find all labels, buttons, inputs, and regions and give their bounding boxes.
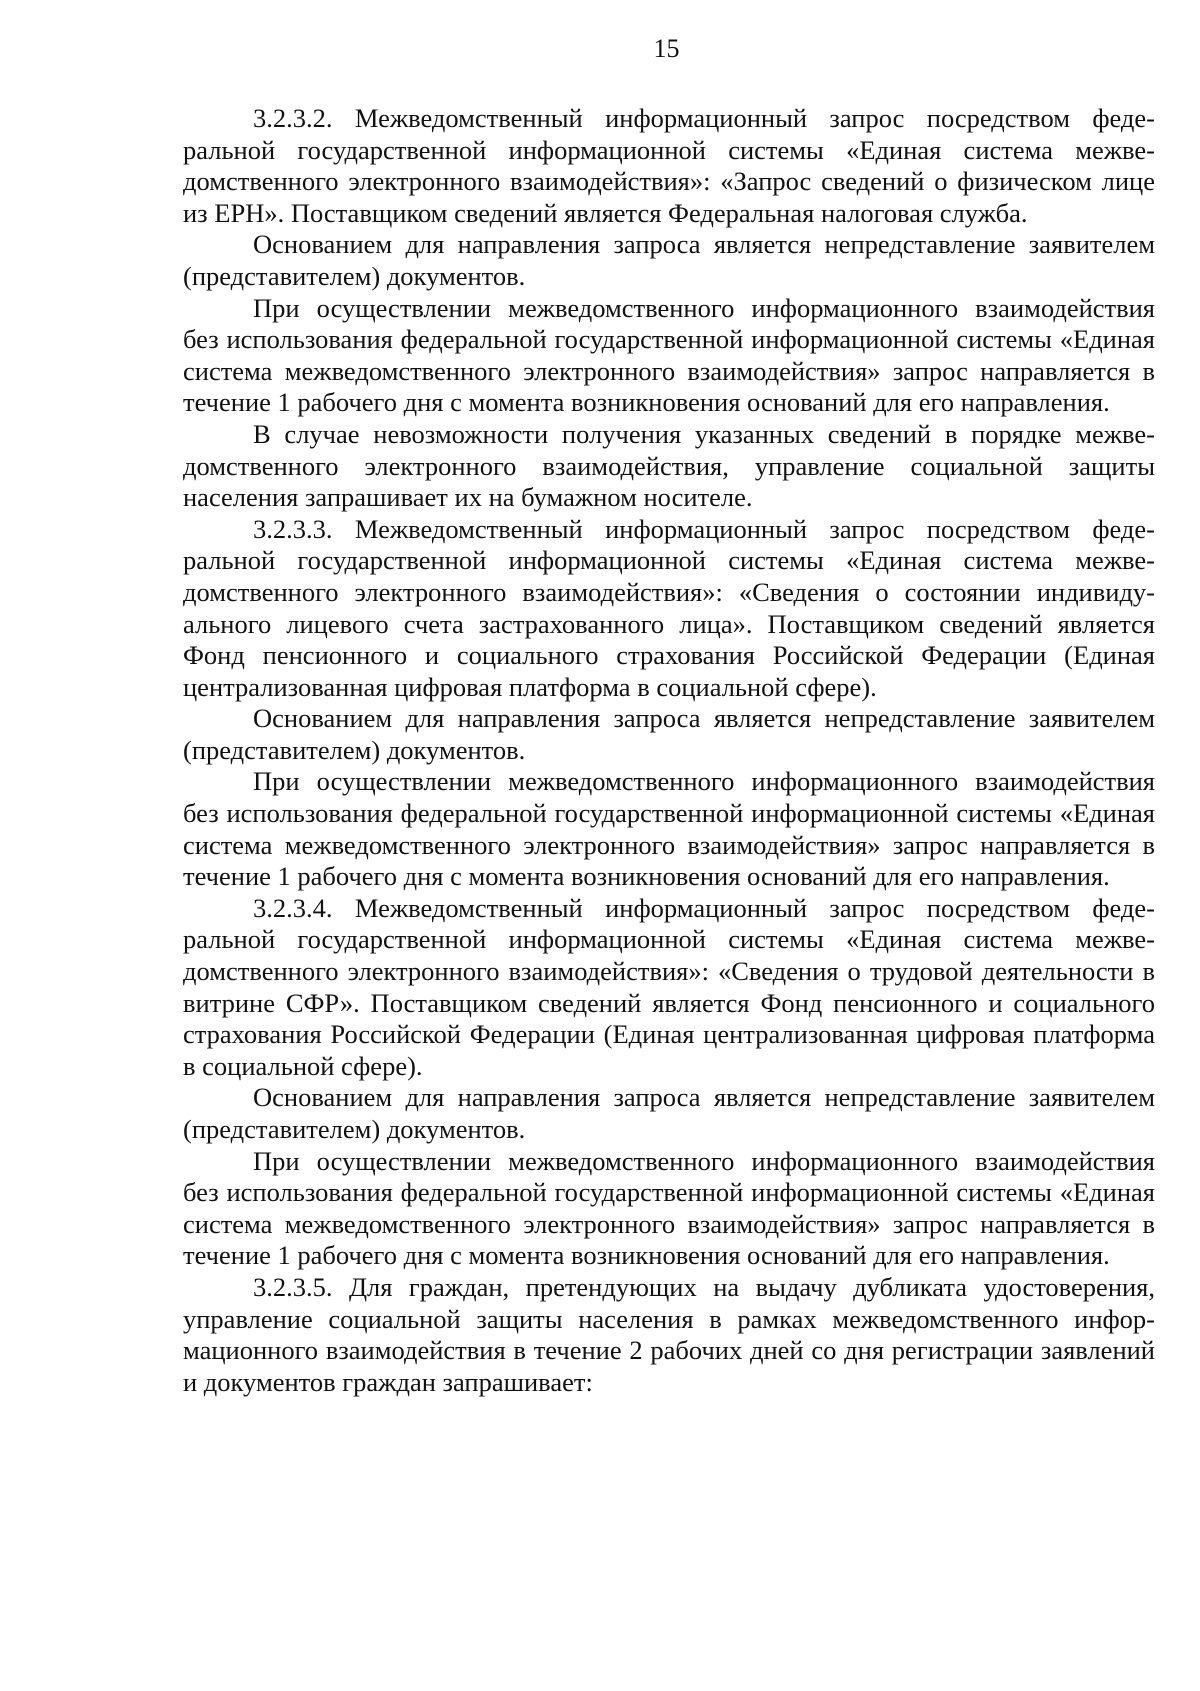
page-number: 15 — [653, 34, 680, 63]
paragraph-basis-1: Основанием для направления запроса является непредставление заявителем (представителем) документов. — [183, 229, 1155, 291]
paragraph-without-system-1: При осуществлении межведомственного информационного взаимодействия без использования федеральной государственной информационной системы «Единая система межведомственного электронного взаимодействия» запрос направляется в течение 1 рабочего дня с момента возникновения оснований для его направления. — [183, 292, 1155, 418]
paragraph-without-system-2: При осуществлении межведомственного информационного взаимодействия без использования федеральной государственной информационной системы «Единая система межведомственного электронного взаимодействия» запрос направляется в течение 1 рабочего дня с момента возникновения оснований для его направления. — [183, 766, 1155, 892]
document-body — [183, 103, 1155, 1398]
paragraph-basis-3: Основанием для направления запроса является непредставление заявителем (представителем) документов. — [183, 1082, 1155, 1144]
paragraph-3-2-3-3: 3.2.3.3. Межведомственный информационный запрос посредством федеральной государственной информационной системы «Единая система межведомственного электронного взаимодействия»: «Сведения о состоянии индивидуального лицевого счета застрахованного лица». Поставщиком сведений является Фонд пенсионного и социального страхования Российской Федерации (Единая централизованная цифровая платформа в социальной сфере). — [183, 513, 1155, 702]
paragraph-3-2-3-2: 3.2.3.2. Межведомственный информационный запрос посредством федеральной государственной информационной системы «Единая система межведомственного электронного взаимодействия»: «Запрос сведений о физическом лице из ЕРН». Поставщиком сведений является Федеральная налоговая служба. — [183, 103, 1155, 228]
paragraph-3-2-3-4: 3.2.3.4. Межведомственный информационный запрос посредством федеральной государственной информационной системы «Единая система межведомственного электронного взаимодействия»: «Сведения о трудовой деятельности в витрине СФР». Поставщиком сведений является Фонд пенсионного и социального страхования Российской Федерации (Единая централизованная цифровая платформа в социальной сфере). — [183, 892, 1155, 1081]
paragraph-paper-request: В случае невозможности получения указанных сведений в порядке межведомственного электронного взаимодействия, управление социальной защиты населения запрашивает их на бумажном носителе. — [183, 418, 1155, 513]
paragraph-without-system-3: При осуществлении межведомственного информационного взаимодействия без использования федеральной государственной информационной системы «Единая система межведомственного электронного взаимодействия» запрос направляется в течение 1 рабочего дня с момента возникновения оснований для его направления. — [183, 1145, 1155, 1271]
paragraph-3-2-3-5: 3.2.3.5. Для граждан, претендующих на выдачу дубликата удостоверения, управление социальной защиты населения в рамках межведомственного информационного взаимодействия в течение 2 рабочих дней со дня регистрации заявлений и документов граждан запрашивает: — [183, 1271, 1155, 1397]
paragraph-basis-2: Основанием для направления запроса является непредставление заявителем (представителем) документов. — [183, 703, 1155, 765]
